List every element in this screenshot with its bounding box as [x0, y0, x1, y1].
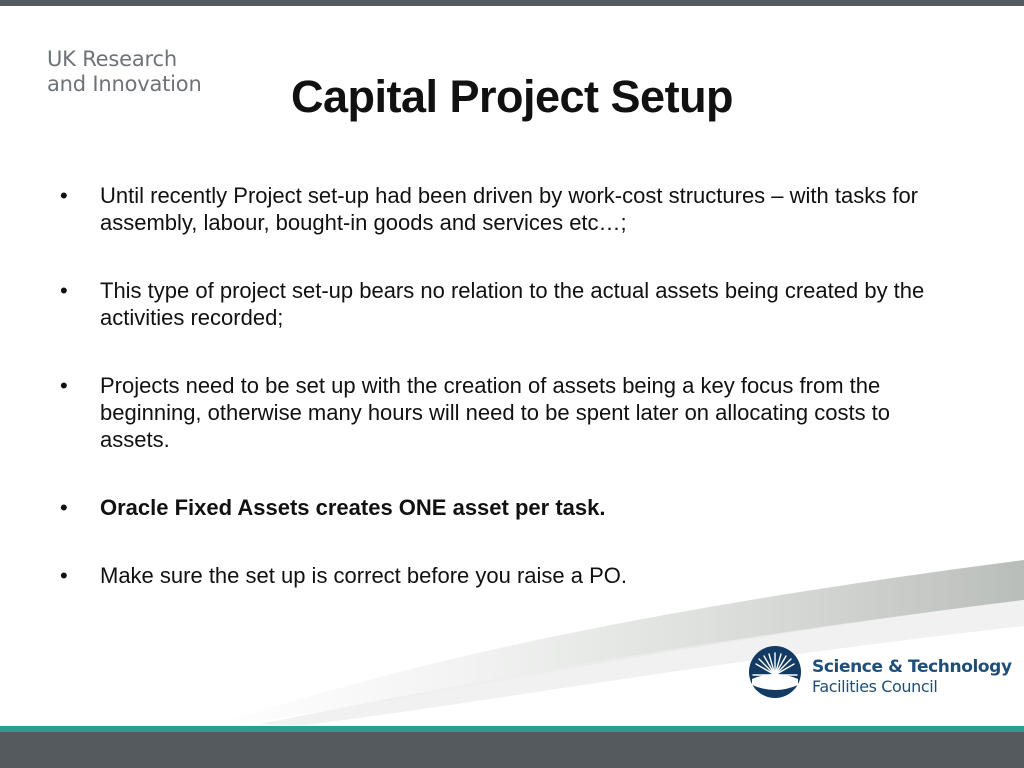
- bullet-text: Projects need to be set up with the creation of assets being a key focus from the beginning, otherwise many hours will need to be spent later on allocating costs to assets.: [100, 373, 891, 452]
- org-logo-line: and Innovation: [47, 72, 202, 96]
- stfc-logo: [748, 645, 1012, 701]
- bullet-dot-icon: •: [60, 373, 68, 398]
- footer-band: [0, 732, 1024, 768]
- partner-name-line: Science & Technology: [812, 657, 1012, 677]
- bullet-text: This type of project set-up bears no relation to the actual assets being created by the activities recorded;: [100, 278, 925, 330]
- bullet-item: [60, 277, 960, 331]
- starburst-emblem-icon: [748, 645, 802, 699]
- slide-title: Capital Project Setup: [290, 71, 734, 122]
- bullet-dot-icon: •: [60, 278, 68, 303]
- bullet-dot-icon: •: [60, 183, 68, 208]
- bullet-dot-icon: •: [60, 563, 68, 588]
- bullet-item-emphasis: [60, 494, 960, 521]
- bullet-text: Until recently Project set-up had been driven by work-cost structures – with tasks for assembly, labour, bought-in goods and services etc…;: [100, 183, 919, 235]
- partner-name-line: Facilities Council: [812, 677, 938, 696]
- org-logo-line: UK Research: [47, 47, 177, 71]
- bullet-item: [60, 562, 960, 589]
- bullet-dot-icon: •: [60, 495, 68, 520]
- bullet-item: [60, 182, 960, 236]
- bullet-list: [60, 182, 960, 589]
- bullet-text: Oracle Fixed Assets creates ONE asset per task.: [100, 495, 606, 520]
- bullet-item: [60, 372, 960, 453]
- bullet-text: Make sure the set up is correct before you raise a PO.: [100, 563, 628, 588]
- partner-name: [812, 657, 1012, 697]
